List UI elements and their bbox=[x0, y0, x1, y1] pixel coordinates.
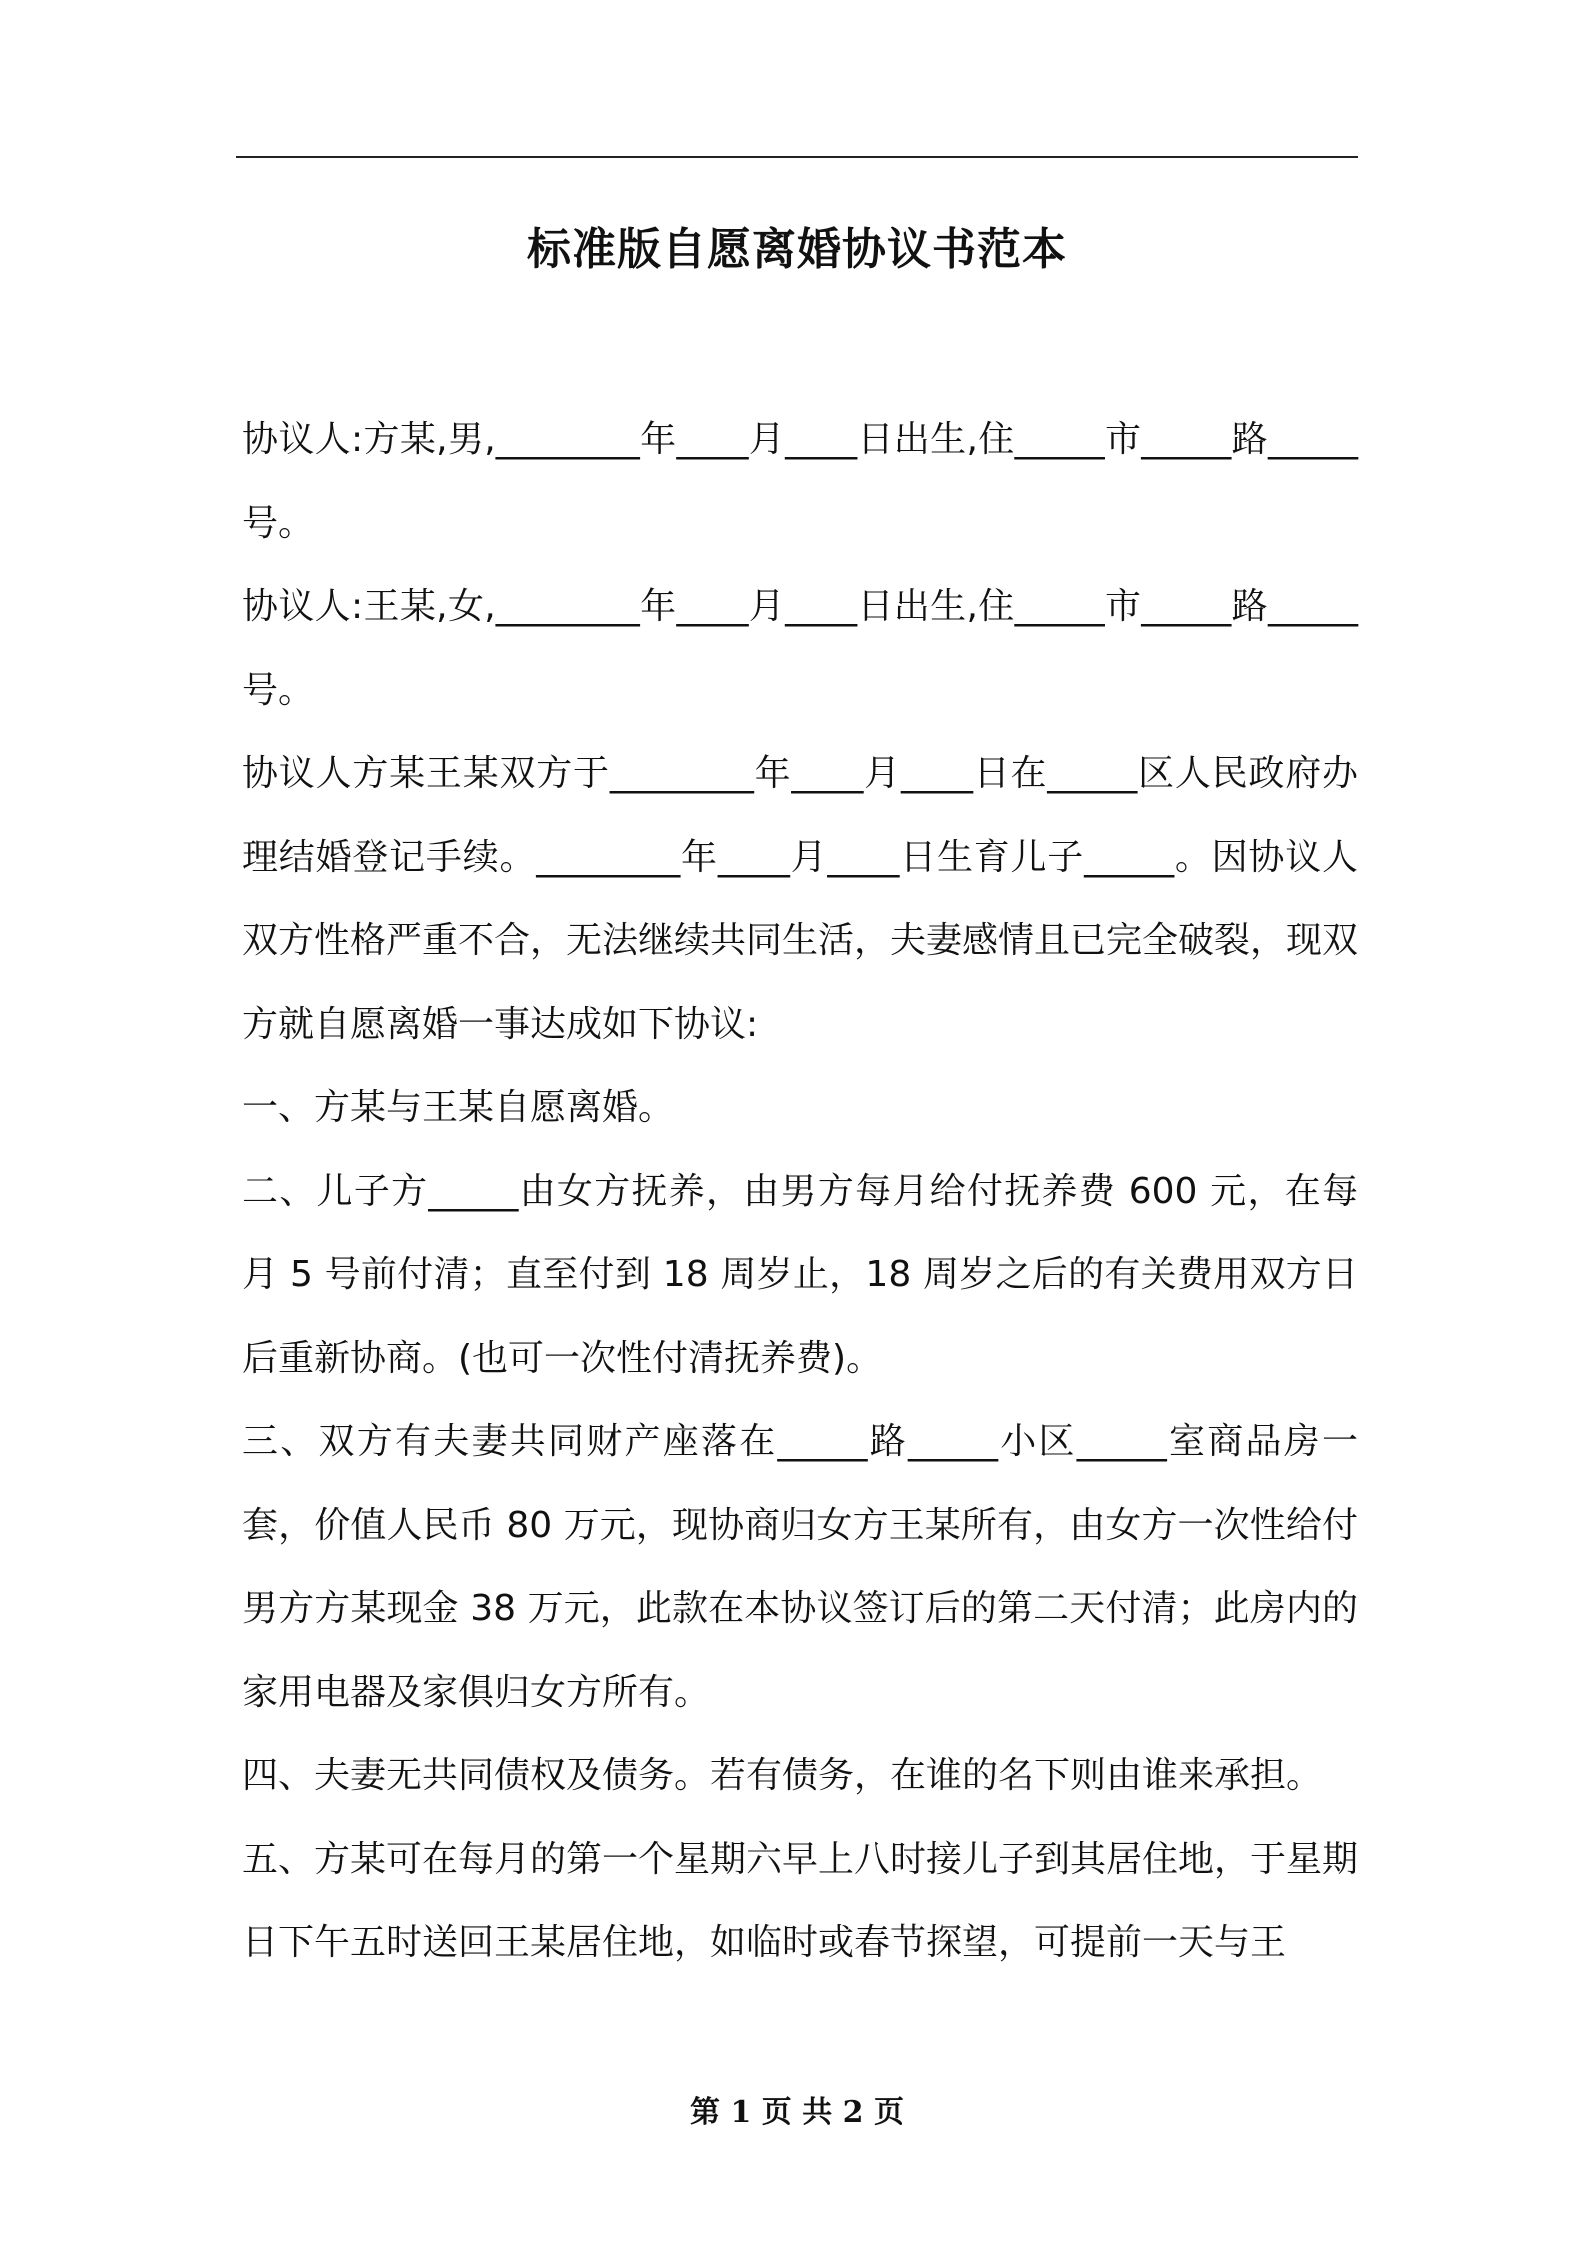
document-body bbox=[242, 398, 1358, 1985]
clause-3: 三、双方有夫妻共同财产座落在_____路_____小区_____室商品房一套，价值人民币 80 万元，现协商归女方王某所有，由女方一次性给付男方方某现金 38 万元，此款在本协议签订后的第二天付清；此房内的家用电器及家俱归女方所有。 bbox=[242, 1421, 1358, 1713]
clause-1: 一、方某与王某自愿离婚。 bbox=[242, 1087, 675, 1128]
header-rule bbox=[236, 156, 1358, 158]
page-number: 第 1 页 共 2 页 bbox=[690, 2095, 904, 2130]
paragraph-party-2: 协议人:王某,女,________年____月____日出生,住_____市_____路_____号。 bbox=[242, 586, 1358, 711]
paragraph-party-1: 协议人:方某,男,________年____月____日出生,住_____市_____路_____号。 bbox=[242, 419, 1358, 544]
clause-4: 四、夫妻无共同债权及债务。若有债务，在谁的名下则由谁来承担。 bbox=[242, 1755, 1323, 1796]
clause-5: 五、方某可在每月的第一个星期六早上八时接儿子到其居住地，于星期日下午五时送回王某居住地，如临时或春节探望，可提前一天与王 bbox=[242, 1838, 1359, 1963]
paragraph-background: 协议人方某王某双方于________年____月____日在_____区人民政府办理结婚登记手续。________年____月____日生育儿子_____。因协议人双方性格严重不合，无法继续共同生活，夫妻感情且已完全破裂，现双方就自愿离婚一事达成如下协议: bbox=[242, 753, 1359, 1045]
document-title: 标准版自愿离婚协议书范本 bbox=[527, 224, 1067, 275]
clause-2: 二、儿子方_____由女方抚养，由男方每月给付抚养费 600 元，在每月 5 号前付清；直至付到 18 周岁止，18 周岁之后的有关费用双方日后重新协商。(也可一次性付清抚养费)。 bbox=[242, 1170, 1358, 1379]
